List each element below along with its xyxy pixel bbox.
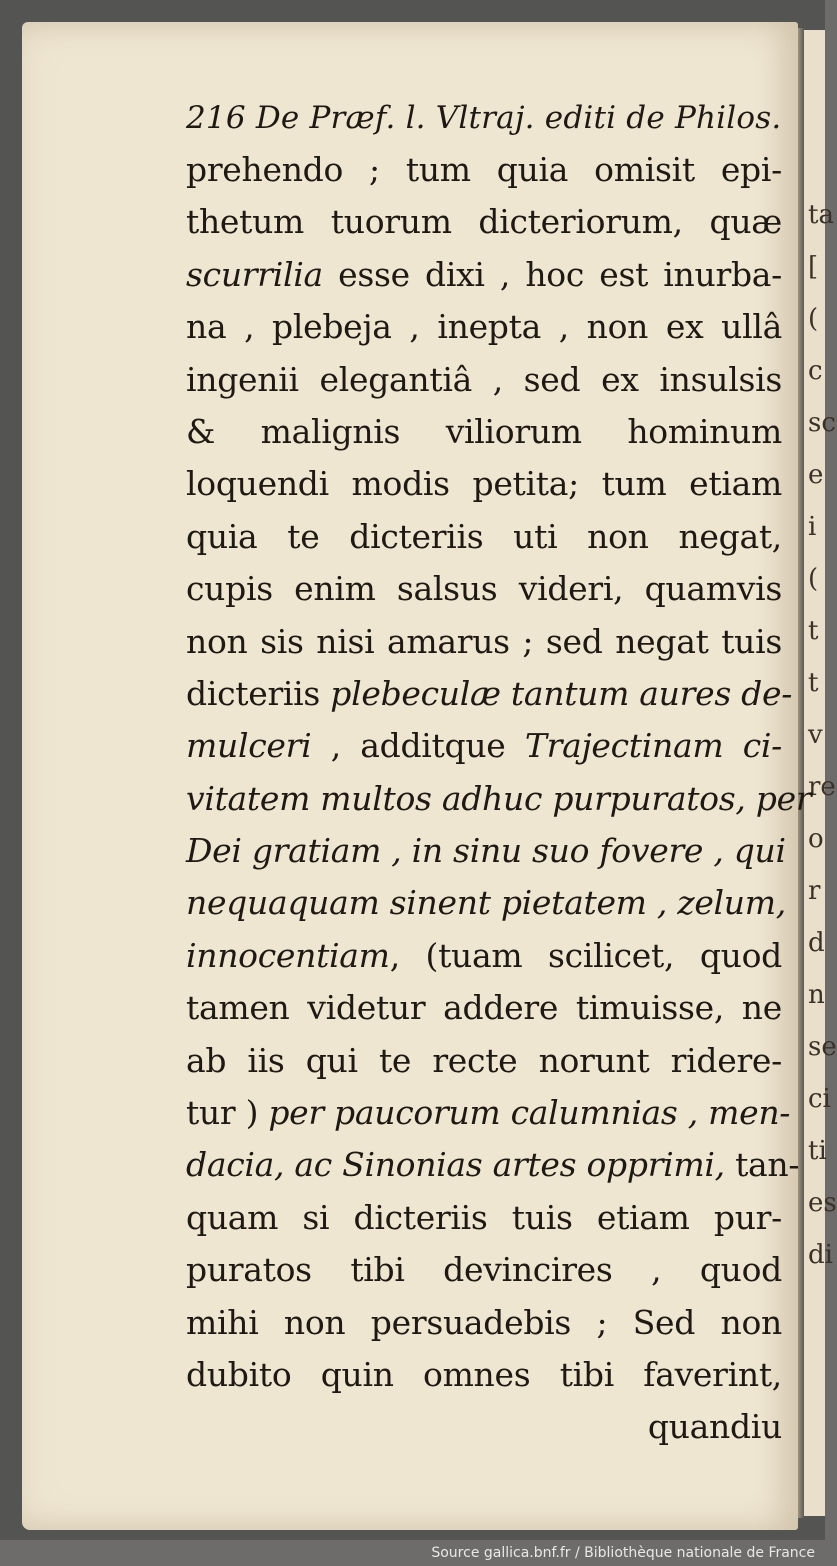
text-segment: thetum tuorum dicteriorum, quæ: [186, 202, 782, 242]
text-segment: dicteriis: [186, 673, 331, 713]
text-segment: & malignis viliorum hominum: [186, 411, 782, 451]
text-line: [186, 406, 782, 458]
facing-page-fragment: r: [808, 876, 821, 906]
text-segment: tur ): [186, 1093, 269, 1133]
text-line: [186, 249, 782, 301]
text-line: [186, 1244, 782, 1296]
facing-page-fragment: sc: [808, 408, 836, 438]
text-segment: ab iis qui te recte norunt ridere-: [186, 1040, 782, 1080]
text-line: [186, 196, 782, 248]
text-line: [186, 616, 782, 668]
italic-segment: dacia, ac Sinonias artes opprimi,: [186, 1145, 725, 1185]
italic-segment: nequaquam sinent pietatem , zelum,: [186, 883, 786, 923]
italic-segment: Dei gratiam , in sinu suo fovere , qui: [186, 831, 786, 871]
facing-page-fragment: re: [808, 772, 836, 802]
facing-page-fragment: (: [808, 304, 819, 334]
facing-page-fragment: n: [808, 980, 825, 1010]
italic-segment: Trajectinam ci-: [524, 726, 782, 766]
text-segment: non sis nisi amarus ; sed negat tuis: [186, 621, 782, 661]
text-segment: , additque: [311, 726, 525, 766]
text-segment: loquendi modis petita; tum etiam: [186, 464, 782, 504]
text-line: [186, 668, 793, 720]
italic-segment: mulceri: [186, 726, 312, 766]
text-segment: dubito quin omnes tibi faverint,: [186, 1354, 782, 1394]
source-credit: Source gallica.bnf.fr / Bibliothèque nationale de France: [431, 1545, 815, 1561]
text-line: [186, 354, 782, 406]
text-segment: cupis enim salsus videri, quamvis: [186, 569, 782, 609]
text-line: [186, 877, 786, 929]
text-line: [186, 1349, 782, 1401]
text-segment: quia te dicteriis uti non negat,: [186, 516, 782, 556]
text-segment: mihi non persuadebis ; Sed non: [186, 1302, 782, 1342]
facing-page-fragment: (: [808, 564, 819, 594]
facing-page-fragment: [: [808, 252, 819, 282]
facing-page-fragment: ci: [808, 1084, 831, 1114]
text-segment: quam si dicteriis tuis etiam pur-: [186, 1197, 782, 1237]
text-line: [186, 458, 782, 510]
italic-segment: per paucorum calumnias , men-: [268, 1093, 791, 1133]
facing-page-fragment: ta: [808, 200, 834, 230]
text-segment: tamen videtur addere timuisse, ne: [186, 988, 782, 1028]
text-segment: na , plebeja , inepta , non ex ullâ: [186, 307, 782, 347]
running-header: 216 De Præf. l. Vltraj. editi de Philos.: [186, 100, 782, 136]
text-segment: esse dixi , hoc est inurba-: [322, 254, 782, 294]
catchword: quandiu: [647, 1407, 782, 1447]
facing-page-fragment: c: [808, 356, 823, 386]
text-segment: , (tuam scilicet, quod: [389, 935, 782, 975]
text-line: [186, 773, 812, 825]
text-line: [186, 982, 782, 1034]
text-line: [186, 1087, 791, 1139]
text-segment: ingenii elegantiâ , sed ex insulsis: [186, 359, 782, 399]
text-line: [186, 144, 782, 196]
text-line: [186, 1035, 782, 1087]
text-line: [186, 563, 782, 615]
text-segment: puratos tibi devincires , quod: [186, 1250, 782, 1290]
italic-segment: scurrilia: [186, 254, 323, 294]
facing-page-fragment: t: [808, 616, 819, 646]
facing-page-fragment: ti: [808, 1136, 827, 1166]
page-text: [186, 98, 812, 1454]
italic-segment: plebeculæ tantum aures de-: [330, 673, 793, 713]
facing-page-fragment: t: [808, 668, 819, 698]
facing-page-fragment: es: [808, 1188, 837, 1218]
text-line: [186, 1297, 782, 1349]
text-line: [186, 1139, 800, 1191]
facing-page-fragment: se: [808, 1032, 837, 1062]
facing-page-fragment: v: [808, 720, 823, 750]
facing-page-edge: [804, 30, 837, 1516]
facing-page-fragment: di: [808, 1240, 833, 1270]
text-line: [186, 301, 782, 353]
text-line: [186, 825, 786, 877]
text-segment: prehendo ; tum quia omisit epi-: [186, 150, 782, 189]
facing-page-fragment: o: [808, 824, 824, 854]
italic-segment: innocentiam: [186, 935, 390, 975]
text-line: [186, 720, 782, 772]
text-segment: tan-: [724, 1145, 800, 1185]
text-line: [186, 930, 782, 982]
facing-page-fragment: e: [808, 460, 824, 490]
text-line: [186, 511, 782, 563]
facing-page-fragment: d: [808, 928, 825, 958]
text-line: [186, 1192, 782, 1244]
facing-page-fragment: i: [808, 512, 817, 542]
italic-segment: vitatem multos adhuc purpuratos, per: [186, 778, 812, 818]
body-text: [186, 144, 812, 1401]
